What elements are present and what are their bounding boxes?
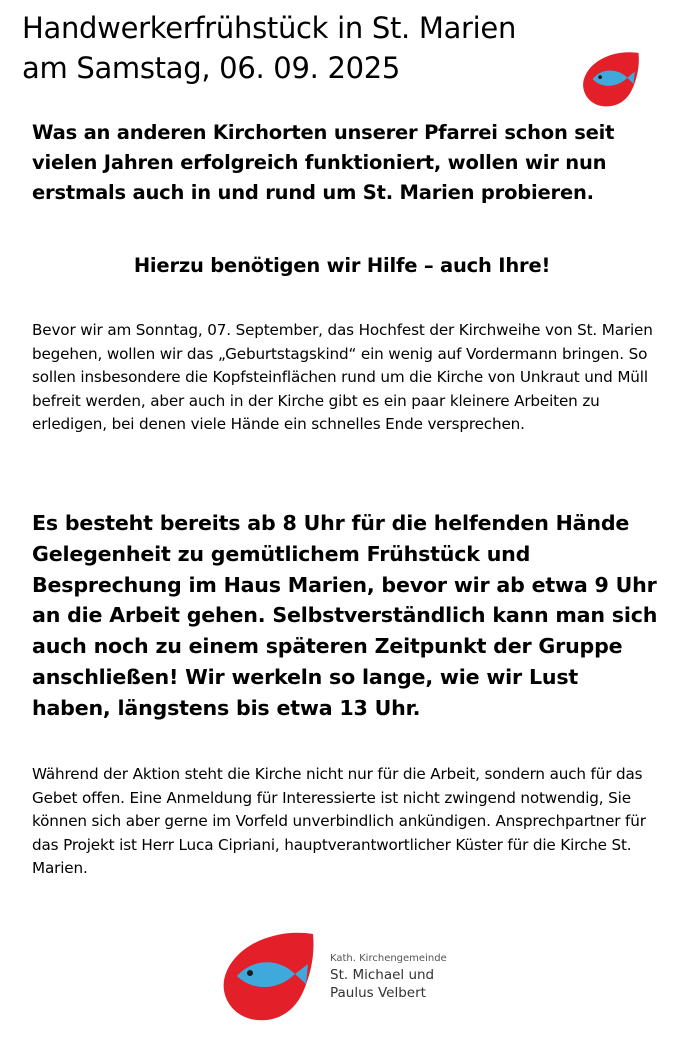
title-line-1: Handwerkerfrühstück in St. Marien: [22, 11, 517, 45]
intro-text: Was an anderen Kirchorten unserer Pfarrei schon seit vielen Jahren erfolgreich funktioniert, wollen wir nun erstmals auch in und rund um St. Marien probieren.: [32, 121, 615, 204]
footer-org-name-line-2: Paulus Velbert: [330, 985, 426, 1001]
footer-organization: [330, 952, 530, 1002]
highlight-paragraph: Es besteht bereits ab 8 Uhr für die helfenden Hände Gelegenheit zu gemütlichem Frühstück und Besprechung im Haus Marien, bevor wir ab etwa 9 Uhr an die Arbeit gehen. Selbstverständlich kann man sich auch noch zu einem späteren Zeitpunkt der Gruppe anschließen! Wir werkeln so lange, wie wir Lust haben, längstens bis etwa 13 Uhr.: [32, 511, 658, 720]
church-logo-icon: [213, 926, 321, 1026]
help-callout: Hierzu benötigen wir Hilfe – auch Ihre!: [133, 254, 551, 277]
body-paragraph-1: Bevor wir am Sonntag, 07. September, das Hochfest der Kirchweihe von St. Marien begehen, wollen wir das „Geburtstagskind“ ein wenig auf Vordermann bringen. So sollen insbesondere die Kopfsteinflächen rund um die Kirche von Unkraut und Müll befreit werden, aber auch in der Kirche gibt es ein paar kleinere Arbeiten zu erledigen, bei denen viele Hände ein schnelles Ende versprechen.: [32, 321, 653, 433]
footer-org-type: Kath. Kirchengemeinde: [330, 953, 447, 964]
page-title: [22, 8, 582, 88]
footer-org-name-line-1: St. Michael und: [330, 967, 435, 983]
heart-fish-icon: [578, 48, 642, 110]
title-line-2: am Samstag, 06. 09. 2025: [22, 51, 401, 85]
body-paragraph-2: Während der Aktion steht die Kirche nicht nur für die Arbeit, sondern auch für das Gebet offen. Eine Anmeldung für Interessierte ist nicht zwingend notwendig, Sie können sich aber gerne im Vorfeld unverbindlich ankündigen. Ansprechpartner für das Projekt ist Herr Luca Cipriani, hauptverantwortlicher Küster für die Kirche St. Marien.: [32, 765, 646, 877]
